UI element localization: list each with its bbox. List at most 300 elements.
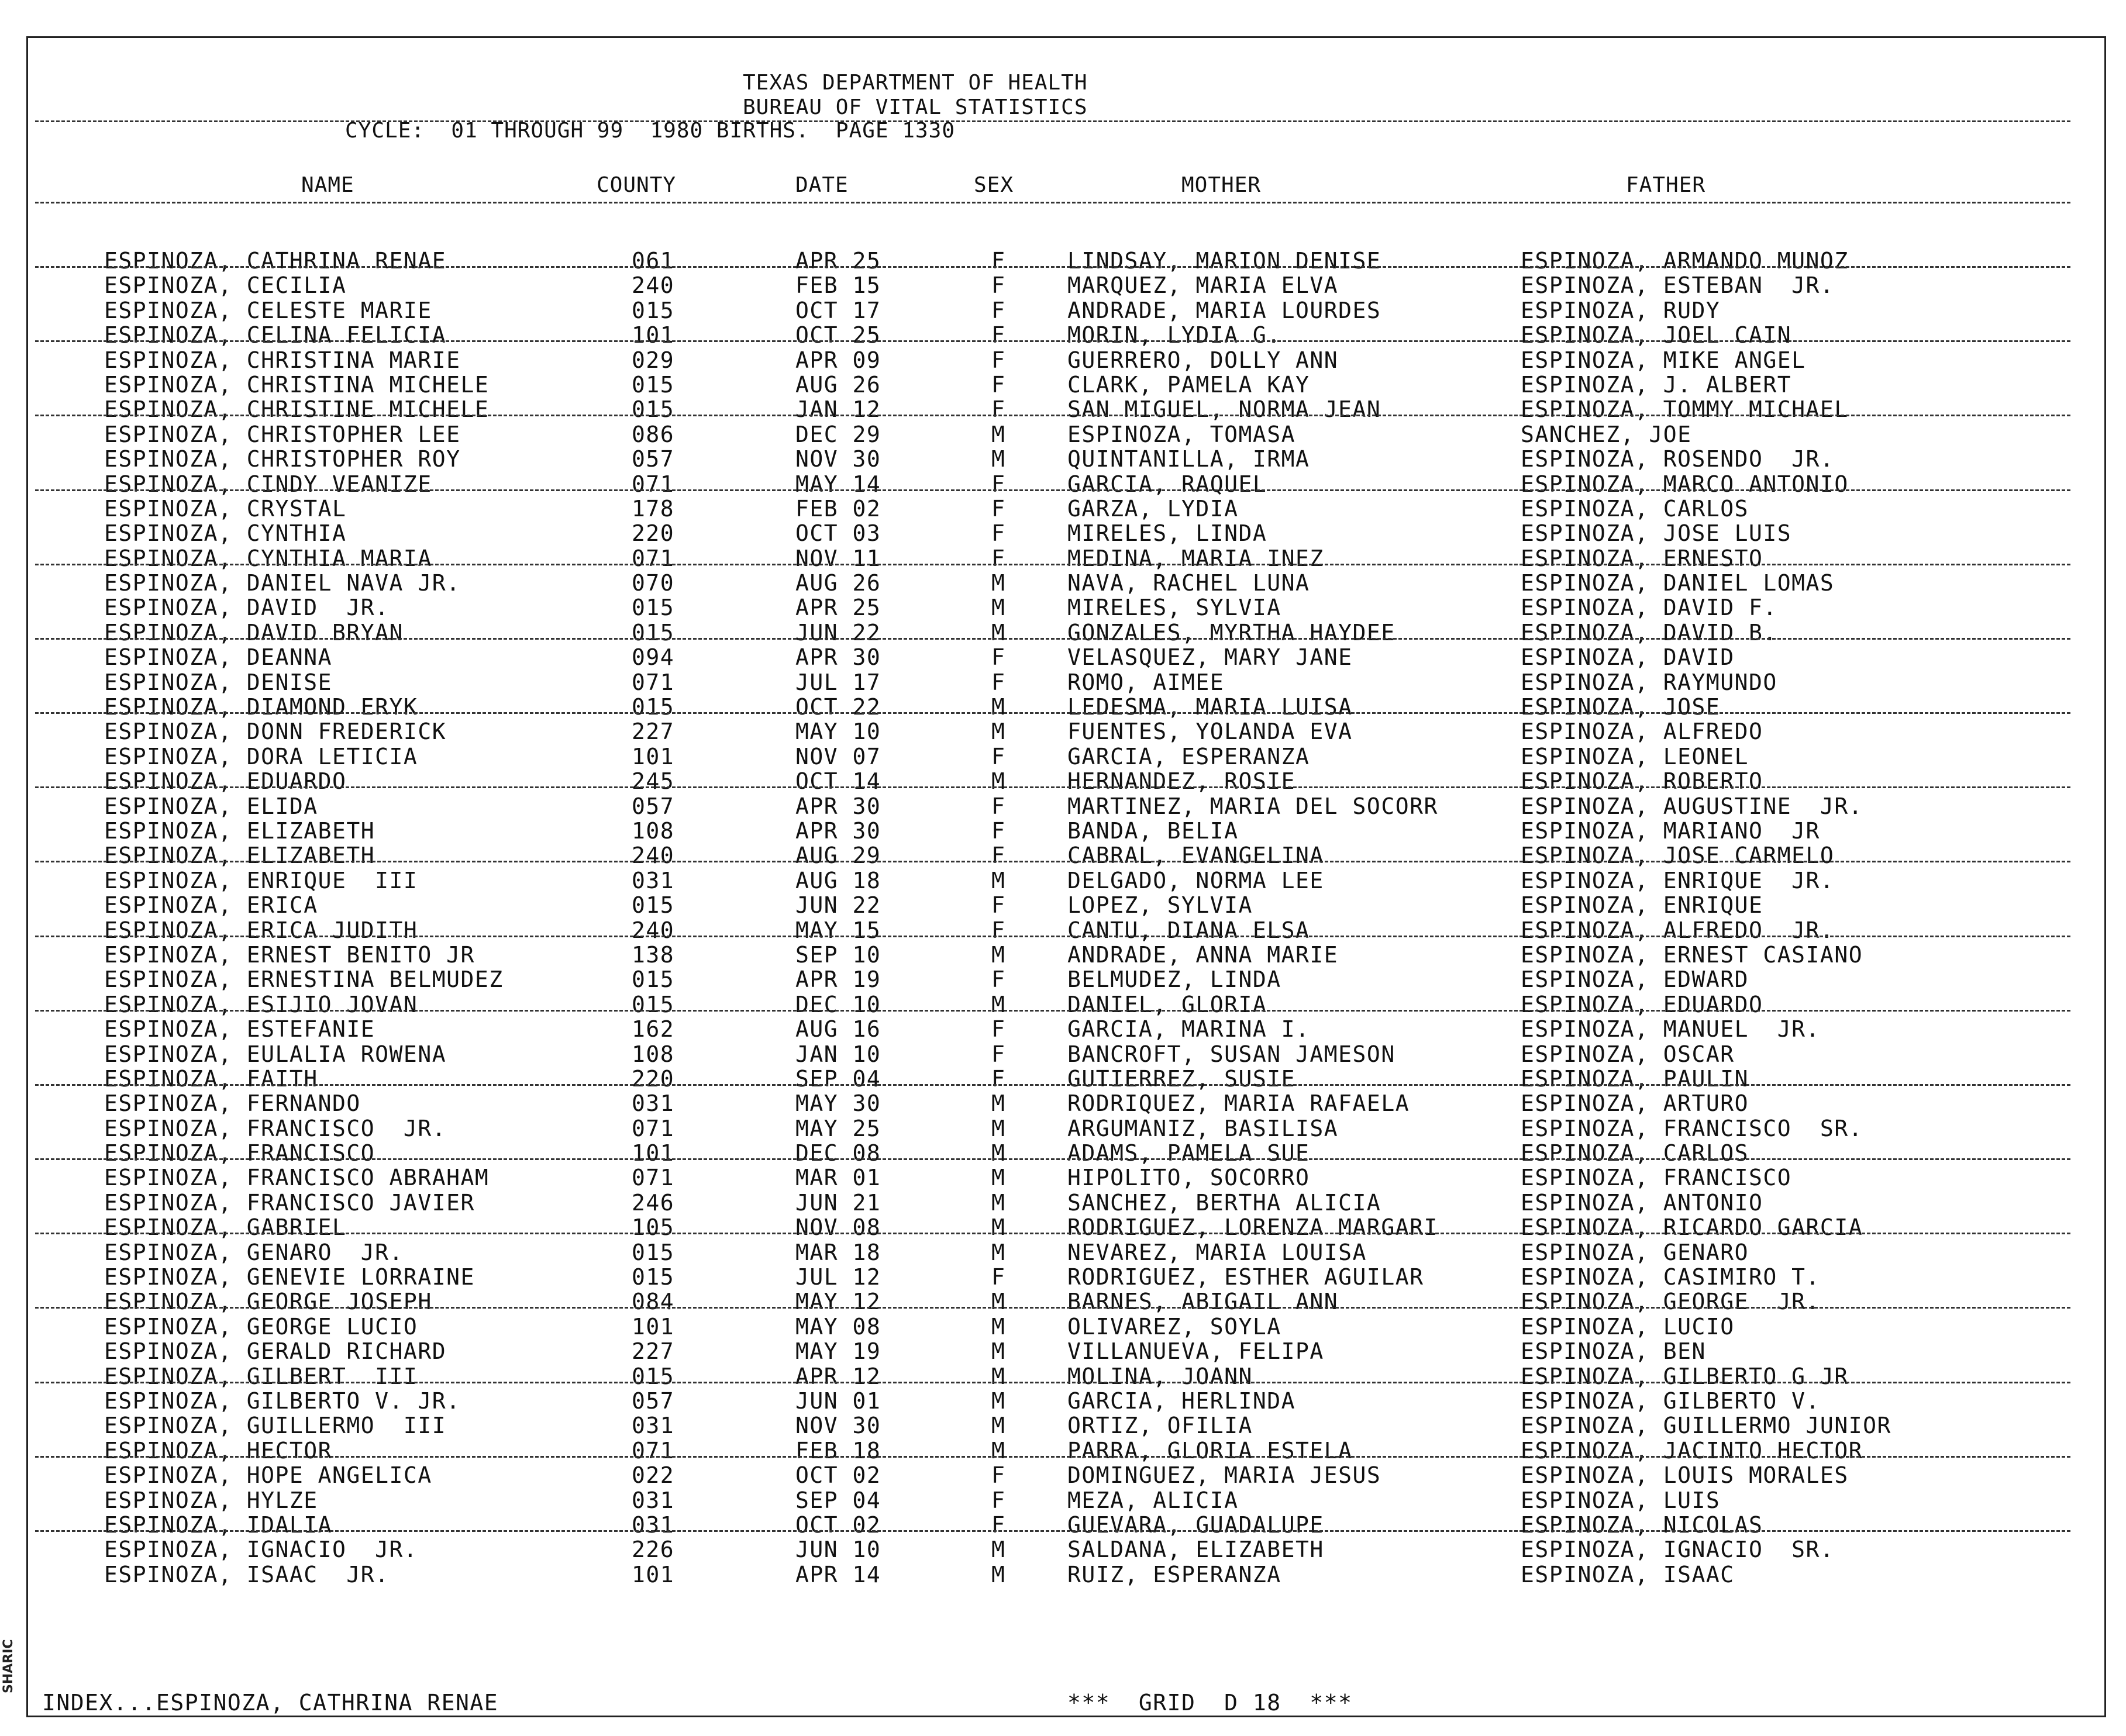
record-date: APR 25 (795, 248, 881, 274)
record-county: 071 (632, 669, 675, 695)
record-county: 227 (632, 1338, 675, 1365)
record-sex: M (991, 768, 1006, 795)
record-mother: NEVAREZ, MARIA LOUISA (1067, 1239, 1367, 1265)
record-county: 057 (632, 793, 675, 819)
record-row (0, 348, 2126, 372)
record-father: ESPINOZA, MARIANO JR (1521, 817, 1820, 844)
column-header-sex: SEX (974, 173, 1014, 197)
record-name: ESPINOZA, CELINA FELICIA (104, 322, 447, 348)
record-mother: MIRELES, LINDA (1067, 520, 1267, 547)
record-county: 138 (632, 941, 675, 968)
record-mother: VILLANUEVA, FELIPA (1067, 1338, 1324, 1365)
record-row (0, 1240, 2126, 1265)
column-header-date: DATE (795, 173, 849, 197)
record-sex: M (991, 421, 1006, 447)
record-mother: ANDRADE, ANNA MARIE (1067, 941, 1339, 968)
record-father: ESPINOZA, JOEL CAIN (1521, 322, 1792, 348)
record-date: MAY 15 (795, 917, 881, 943)
record-date: DEC 10 (795, 991, 881, 1017)
record-name: ESPINOZA, HOPE ANGELICA (104, 1462, 432, 1489)
record-mother: LINDSAY, MARION DENISE (1067, 248, 1381, 274)
record-name: ESPINOZA, DENISE (104, 669, 333, 695)
record-date: AUG 26 (795, 371, 881, 398)
record-sex: F (991, 1487, 1006, 1513)
record-county: 227 (632, 719, 675, 745)
record-name: ESPINOZA, EULALIA ROWENA (104, 1041, 447, 1067)
record-row (0, 422, 2126, 447)
record-father: ESPINOZA, MANUEL JR. (1521, 1016, 1820, 1043)
record-row (0, 372, 2126, 397)
record-county: 086 (632, 421, 675, 447)
record-name: ESPINOZA, CECILIA (104, 272, 347, 299)
record-name: ESPINOZA, CHRISTOPHER ROY (104, 446, 461, 472)
record-father: ESPINOZA, DAVID B. (1521, 619, 1777, 646)
record-date: JAN 12 (795, 396, 881, 423)
record-row (0, 1042, 2126, 1067)
record-row (0, 447, 2126, 471)
record-name: ESPINOZA, EDUARDO (104, 768, 347, 795)
record-name: ESPINOZA, GILBERTO V. JR. (104, 1388, 461, 1414)
record-date: NOV 30 (795, 446, 881, 472)
record-father: SANCHEZ, JOE (1521, 421, 1692, 447)
record-father: ESPINOZA, LOUIS MORALES (1521, 1462, 1849, 1489)
record-county: 220 (632, 520, 675, 547)
record-date: MAY 12 (795, 1289, 881, 1315)
record-name: ESPINOZA, GILBERT III (104, 1363, 418, 1389)
record-county: 084 (632, 1289, 675, 1315)
record-sex: M (991, 1140, 1006, 1166)
record-sex: F (991, 1016, 1006, 1043)
record-row (0, 496, 2126, 521)
record-sex: F (991, 520, 1006, 547)
record-date: APR 09 (795, 347, 881, 373)
record-father: ESPINOZA, TOMMY MICHAEL (1521, 396, 1849, 423)
record-name: ESPINOZA, DIAMOND ERYK (104, 694, 418, 720)
record-name: ESPINOZA, FRANCISCO (104, 1140, 375, 1166)
record-mother: LEDESMA, MARIA LUISA (1067, 694, 1353, 720)
record-date: OCT 02 (795, 1511, 881, 1538)
record-county: 015 (632, 396, 675, 423)
record-mother: MARQUEZ, MARIA ELVA (1067, 272, 1339, 299)
record-mother: BANDA, BELIA (1067, 817, 1239, 844)
record-name: ESPINOZA, ERICA JUDITH (104, 917, 418, 943)
column-header-father: FATHER (1626, 173, 1706, 197)
record-sex: F (991, 967, 1006, 993)
record-date: AUG 26 (795, 570, 881, 596)
record-father: ESPINOZA, DAVID (1521, 644, 1735, 671)
record-sex: M (991, 991, 1006, 1017)
record-sex: M (991, 1413, 1006, 1439)
record-sex: M (991, 694, 1006, 720)
record-name: ESPINOZA, ENRIQUE III (104, 867, 418, 893)
record-sex: M (991, 1115, 1006, 1141)
record-mother: SANCHEZ, BERTHA ALICIA (1067, 1189, 1381, 1216)
record-date: OCT 03 (795, 520, 881, 547)
record-mother: MEZA, ALICIA (1067, 1487, 1239, 1513)
record-name: ESPINOZA, ELIZABETH (104, 843, 375, 869)
record-date: DEC 29 (795, 421, 881, 447)
record-father: ESPINOZA, FRANCISCO SR. (1521, 1115, 1863, 1141)
side-label: SHARIC (1, 1639, 16, 1694)
record-date: APR 30 (795, 817, 881, 844)
record-father: ESPINOZA, EDUARDO (1521, 991, 1763, 1017)
record-name: ESPINOZA, FAITH (104, 1065, 318, 1092)
record-sex: M (991, 570, 1006, 596)
record-date: JUN 10 (795, 1537, 881, 1563)
record-county: 015 (632, 297, 675, 323)
record-row (0, 1067, 2126, 1091)
record-sex: M (991, 1388, 1006, 1414)
record-sex: F (991, 471, 1006, 497)
record-row (0, 1364, 2126, 1389)
record-father: ESPINOZA, JOSE CARMELO (1521, 843, 1835, 869)
record-row (0, 1463, 2126, 1487)
record-father: ESPINOZA, CASIMIRO T. (1521, 1264, 1820, 1290)
record-father: ESPINOZA, RAYMUNDO (1521, 669, 1777, 695)
record-mother: PARRA, GLORIA ESTELA (1067, 1437, 1353, 1464)
record-mother: RODRIGUEZ, ESTHER AGUILAR (1067, 1264, 1424, 1290)
record-mother: ANDRADE, MARIA LOURDES (1067, 297, 1381, 323)
record-county: 031 (632, 1511, 675, 1538)
record-sex: M (991, 1214, 1006, 1241)
record-date: JUN 21 (795, 1189, 881, 1216)
record-date: SEP 04 (795, 1487, 881, 1513)
record-father: ESPINOZA, LUCIO (1521, 1313, 1735, 1340)
record-date: OCT 17 (795, 297, 881, 323)
record-row (0, 967, 2126, 992)
record-county: 057 (632, 446, 675, 472)
record-father: ESPINOZA, ARTURO (1521, 1090, 1749, 1117)
record-mother: MIRELES, SYLVIA (1067, 595, 1281, 621)
record-row (0, 595, 2126, 620)
record-father: ESPINOZA, ALFREDO (1521, 719, 1763, 745)
record-date: OCT 25 (795, 322, 881, 348)
record-father: ESPINOZA, JOSE LUIS (1521, 520, 1792, 547)
record-date: SEP 04 (795, 1065, 881, 1092)
record-father: ESPINOZA, GENARO (1521, 1239, 1749, 1265)
record-father: ESPINOZA, CARLOS (1521, 1140, 1749, 1166)
record-county: 101 (632, 322, 675, 348)
record-row (0, 794, 2126, 819)
record-row (0, 1165, 2126, 1190)
record-father: ESPINOZA, RICARDO GARCIA (1521, 1214, 1863, 1241)
record-county: 070 (632, 570, 675, 596)
record-father: ESPINOZA, GILBERTO G JR (1521, 1363, 1849, 1389)
record-mother: ADAMS, PAMELA SUE (1067, 1140, 1310, 1166)
record-name: ESPINOZA, CHRISTINE MICHELE (104, 396, 490, 423)
record-father: ESPINOZA, LUIS (1521, 1487, 1721, 1513)
record-name: ESPINOZA, GEORGE LUCIO (104, 1313, 418, 1340)
record-sex: F (991, 347, 1006, 373)
record-row (0, 1488, 2126, 1513)
record-mother: DELGADO, NORMA LEE (1067, 867, 1324, 893)
cycle-line: CYCLE: 01 THROUGH 99 1980 BIRTHS. PAGE 1330 (345, 119, 955, 143)
record-county: 101 (632, 1561, 675, 1587)
record-father: ESPINOZA, CARLOS (1521, 495, 1749, 522)
record-father: ESPINOZA, NICOLAS (1521, 1511, 1763, 1538)
record-row (0, 992, 2126, 1017)
record-father: ESPINOZA, MARCO ANTONIO (1521, 471, 1849, 497)
record-row (0, 1116, 2126, 1141)
record-name: ESPINOZA, ERNESTINA BELMUDEZ (104, 967, 504, 993)
record-date: MAY 10 (795, 719, 881, 745)
record-county: 240 (632, 843, 675, 869)
record-mother: HERNANDEZ, ROSIE (1067, 768, 1296, 795)
record-mother: DANIEL, GLORIA (1067, 991, 1267, 1017)
record-row (0, 1141, 2126, 1165)
record-mother: ORTIZ, OFILIA (1067, 1413, 1253, 1439)
record-mother: BARNES, ABIGAIL ANN (1067, 1289, 1339, 1315)
record-row (0, 249, 2126, 273)
record-date: NOV 30 (795, 1413, 881, 1439)
record-row (0, 695, 2126, 719)
record-father: ESPINOZA, ALFREDO JR. (1521, 917, 1835, 943)
record-date: OCT 22 (795, 694, 881, 720)
record-sex: F (991, 1511, 1006, 1538)
record-county: 226 (632, 1537, 675, 1563)
record-father: ESPINOZA, FRANCISCO (1521, 1165, 1792, 1191)
record-name: ESPINOZA, FRANCISCO JAVIER (104, 1189, 475, 1216)
record-father: ESPINOZA, GUILLERMO JUNIOR (1521, 1413, 1891, 1439)
record-sex: F (991, 1041, 1006, 1067)
record-county: 245 (632, 768, 675, 795)
record-sex: F (991, 396, 1006, 423)
record-mother: GARZA, LYDIA (1067, 495, 1239, 522)
record-name: ESPINOZA, CATHRINA RENAE (104, 248, 447, 274)
record-date: APR 14 (795, 1561, 881, 1587)
record-date: AUG 16 (795, 1016, 881, 1043)
record-row (0, 1265, 2126, 1289)
record-county: 071 (632, 471, 675, 497)
record-mother: CANTU, DIANA ELSA (1067, 917, 1310, 943)
record-date: JUN 22 (795, 619, 881, 646)
record-name: ESPINOZA, ERNEST BENITO JR (104, 941, 475, 968)
record-father: ESPINOZA, ARMANDO MUNOZ (1521, 248, 1849, 274)
record-mother: GARCIA, ESPERANZA (1067, 743, 1310, 769)
record-date: MAY 08 (795, 1313, 881, 1340)
record-mother: QUINTANILLA, IRMA (1067, 446, 1310, 472)
record-sex: F (991, 1065, 1006, 1092)
grid-reference: *** GRID D 18 *** (1067, 1690, 1353, 1716)
record-name: ESPINOZA, DONN FREDERICK (104, 719, 447, 745)
record-father: ESPINOZA, ANTONIO (1521, 1189, 1763, 1216)
record-sex: F (991, 793, 1006, 819)
record-sex: M (991, 1437, 1006, 1464)
record-father: ESPINOZA, BEN (1521, 1338, 1706, 1365)
record-mother: GUTIERREZ, SUSIE (1067, 1065, 1296, 1092)
record-date: APR 19 (795, 967, 881, 993)
record-sex: F (991, 892, 1006, 919)
record-father: ESPINOZA, ISAAC (1521, 1561, 1735, 1587)
record-mother: BANCROFT, SUSAN JAMESON (1067, 1041, 1395, 1067)
record-father: ESPINOZA, GILBERTO V. (1521, 1388, 1820, 1414)
record-date: MAY 19 (795, 1338, 881, 1365)
record-row (0, 1513, 2126, 1537)
record-sex: F (991, 817, 1006, 844)
record-sex: F (991, 743, 1006, 769)
record-father: ESPINOZA, ERNEST CASIANO (1521, 941, 1863, 968)
record-sex: M (991, 1239, 1006, 1265)
record-name: ESPINOZA, IGNACIO JR. (104, 1537, 418, 1563)
record-sex: M (991, 1189, 1006, 1216)
record-county: 015 (632, 967, 675, 993)
record-date: APR 12 (795, 1363, 881, 1389)
record-sex: F (991, 248, 1006, 274)
record-county: 015 (632, 371, 675, 398)
record-sex: M (991, 1561, 1006, 1587)
record-name: ESPINOZA, FRANCISCO JR. (104, 1115, 447, 1141)
record-name: ESPINOZA, GENEVIE LORRAINE (104, 1264, 475, 1290)
record-sex: F (991, 272, 1006, 299)
record-name: ESPINOZA, ESIJIO JOVAN (104, 991, 418, 1017)
record-row (0, 1537, 2126, 1562)
record-row (0, 1289, 2126, 1314)
record-mother: VELASQUEZ, MARY JANE (1067, 644, 1353, 671)
record-row (0, 1017, 2126, 1041)
record-date: JUN 01 (795, 1388, 881, 1414)
record-date: OCT 14 (795, 768, 881, 795)
record-name: ESPINOZA, CHRISTOPHER LEE (104, 421, 461, 447)
record-sex: F (991, 917, 1006, 943)
record-row (0, 719, 2126, 744)
record-name: ESPINOZA, GABRIEL (104, 1214, 347, 1241)
record-mother: ROMO, AIMEE (1067, 669, 1225, 695)
record-sex: F (991, 843, 1006, 869)
index-line: INDEX...ESPINOZA, CATHRINA RENAE (42, 1690, 499, 1716)
record-mother: MARTINEZ, MARIA DEL SOCORR (1067, 793, 1438, 819)
record-mother: GUERRERO, DOLLY ANN (1067, 347, 1339, 373)
record-father: ESPINOZA, DAVID F. (1521, 595, 1777, 621)
record-county: 071 (632, 545, 675, 571)
record-mother: RODRIGUEZ, LORENZA MARGARI (1067, 1214, 1438, 1241)
record-date: SEP 10 (795, 941, 881, 968)
record-row (0, 521, 2126, 546)
record-date: NOV 08 (795, 1214, 881, 1241)
record-sex: M (991, 1338, 1006, 1365)
record-sex: F (991, 1264, 1006, 1290)
record-date: MAY 30 (795, 1090, 881, 1117)
record-row (0, 1413, 2126, 1438)
record-row (0, 918, 2126, 943)
record-county: 015 (632, 619, 675, 646)
record-row (0, 1562, 2126, 1587)
record-mother: DOMINGUEZ, MARIA JESUS (1067, 1462, 1381, 1489)
record-sex: M (991, 867, 1006, 893)
record-name: ESPINOZA, DEANNA (104, 644, 333, 671)
record-row (0, 868, 2126, 893)
record-date: FEB 18 (795, 1437, 881, 1464)
record-row (0, 472, 2126, 496)
record-county: 015 (632, 1363, 675, 1389)
record-sex: M (991, 446, 1006, 472)
record-father: ESPINOZA, ROSENDO JR. (1521, 446, 1835, 472)
record-name: ESPINOZA, ELIZABETH (104, 817, 375, 844)
record-sex: M (991, 1165, 1006, 1191)
record-date: OCT 02 (795, 1462, 881, 1489)
record-father: ESPINOZA, JACINTO HECTOR (1521, 1437, 1863, 1464)
record-county: 029 (632, 347, 675, 373)
record-county: 015 (632, 1239, 675, 1265)
record-county: 031 (632, 1487, 675, 1513)
record-row (0, 1339, 2126, 1364)
record-date: MAR 01 (795, 1165, 881, 1191)
record-county: 101 (632, 1313, 675, 1340)
record-date: JUL 17 (795, 669, 881, 695)
record-sex: M (991, 1537, 1006, 1563)
record-date: APR 30 (795, 644, 881, 671)
record-county: 240 (632, 272, 675, 299)
record-sex: F (991, 669, 1006, 695)
record-mother: OLIVAREZ, SOYLA (1067, 1313, 1281, 1340)
record-county: 015 (632, 892, 675, 919)
record-name: ESPINOZA, ESTEFANIE (104, 1016, 375, 1043)
record-father: ESPINOZA, ENRIQUE (1521, 892, 1763, 919)
record-date: DEC 08 (795, 1140, 881, 1166)
record-county: 220 (632, 1065, 675, 1092)
record-father: ESPINOZA, EDWARD (1521, 967, 1749, 993)
record-name: ESPINOZA, DAVID BRYAN (104, 619, 404, 646)
record-county: 031 (632, 867, 675, 893)
record-father: ESPINOZA, RUDY (1521, 297, 1721, 323)
record-mother: FUENTES, YOLANDA EVA (1067, 719, 1353, 745)
record-mother: SAN MIGUEL, NORMA JEAN (1067, 396, 1381, 423)
record-mother: GONZALES, MYRTHA HAYDEE (1067, 619, 1395, 646)
record-row (0, 744, 2126, 769)
record-mother: BELMUDEZ, LINDA (1067, 967, 1281, 993)
record-name: ESPINOZA, ERICA (104, 892, 318, 919)
record-row (0, 273, 2126, 298)
record-county: 061 (632, 248, 675, 274)
record-date: NOV 11 (795, 545, 881, 571)
record-row (0, 1190, 2126, 1215)
record-mother: SALDANA, ELIZABETH (1067, 1537, 1324, 1563)
record-sex: F (991, 545, 1006, 571)
record-county: 071 (632, 1165, 675, 1191)
record-name: ESPINOZA, GENARO JR. (104, 1239, 404, 1265)
record-name: ESPINOZA, FRANCISCO ABRAHAM (104, 1165, 490, 1191)
record-sex: M (991, 1289, 1006, 1315)
record-name: ESPINOZA, DORA LETICIA (104, 743, 418, 769)
record-date: APR 30 (795, 793, 881, 819)
record-row (0, 323, 2126, 347)
record-county: 022 (632, 1462, 675, 1489)
record-row (0, 893, 2126, 917)
record-county: 015 (632, 991, 675, 1017)
record-sex: M (991, 1313, 1006, 1340)
record-county: 071 (632, 1115, 675, 1141)
header-rule (35, 120, 2070, 122)
record-name: ESPINOZA, FERNANDO (104, 1090, 361, 1117)
column-header-rule (35, 202, 2070, 203)
record-name: ESPINOZA, GEORGE JOSEPH (104, 1289, 432, 1315)
record-mother: RODRIQUEZ, MARIA RAFAELA (1067, 1090, 1410, 1117)
record-row (0, 397, 2126, 422)
record-date: AUG 18 (795, 867, 881, 893)
record-row (0, 1438, 2126, 1463)
record-date: FEB 15 (795, 272, 881, 299)
record-date: MAY 14 (795, 471, 881, 497)
record-county: 240 (632, 917, 675, 943)
record-sex: M (991, 595, 1006, 621)
record-name: ESPINOZA, CRYSTAL (104, 495, 347, 522)
record-name: ESPINOZA, CHRISTINA MICHELE (104, 371, 490, 398)
record-father: ESPINOZA, AUGUSTINE JR. (1521, 793, 1863, 819)
record-row (0, 843, 2126, 868)
record-county: 015 (632, 694, 675, 720)
record-row (0, 546, 2126, 571)
record-father: ESPINOZA, JOSE (1521, 694, 1721, 720)
record-mother: MOLINA, JOANN (1067, 1363, 1253, 1389)
